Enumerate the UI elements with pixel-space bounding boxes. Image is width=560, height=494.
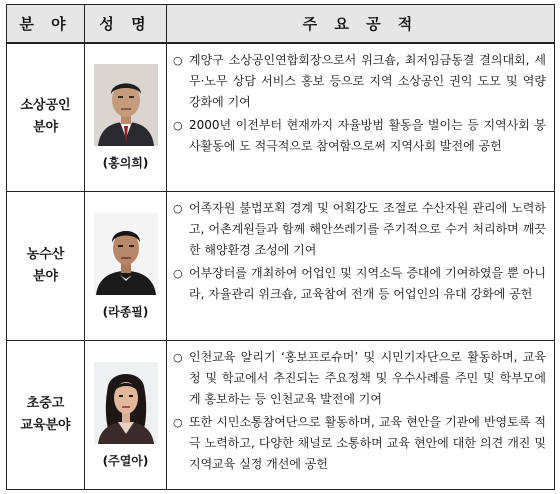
bullet-icon: ○ bbox=[173, 53, 183, 67]
field-label: 초중고 bbox=[26, 396, 65, 411]
list-item bbox=[173, 347, 546, 410]
field-cell bbox=[7, 192, 85, 341]
portrait-photo bbox=[94, 213, 158, 295]
bullet-icon: ○ bbox=[173, 351, 183, 364]
portrait-photo bbox=[94, 362, 158, 444]
field-label: 교육분야 bbox=[20, 418, 71, 433]
list-item bbox=[173, 412, 546, 475]
person-name: (라종필) bbox=[102, 304, 149, 319]
portrait-photo bbox=[94, 64, 158, 146]
list-item bbox=[173, 198, 546, 261]
achievement-text: 계양구 소상공인연합회장으로서 위크숍, 최저임금동결 결의대회, 세무·노무 상담 서비스 홍보 등으로 지역 소상공인 권익 도모 및 역량 강화에 기여 bbox=[189, 52, 546, 109]
bullet-icon: ○ bbox=[173, 267, 183, 280]
field-label: 소상공인 bbox=[20, 98, 71, 114]
person-cell bbox=[85, 192, 167, 341]
person-name: (홍의희) bbox=[102, 155, 149, 170]
list-item bbox=[173, 115, 546, 157]
person-cell bbox=[85, 341, 167, 490]
achievement-text: 인천교육 알리기 ‘홍보프로슈머’ 및 시민기자단으로 활동하며, 교육청 및 학교에서 추진되는 주요정책 및 우수사례를 주민 및 학부모에게 홍보하는 등 인천교육 발전에 기여 bbox=[189, 350, 546, 406]
field-label: 분야 bbox=[32, 269, 59, 284]
bullet-icon: ○ bbox=[173, 118, 183, 132]
list-item bbox=[173, 263, 546, 305]
achievements-cell bbox=[167, 43, 555, 192]
table-row bbox=[7, 43, 555, 192]
list-item bbox=[173, 50, 546, 113]
header-achievements: 주 요 공 적 bbox=[167, 5, 555, 43]
person-name: (주열아) bbox=[102, 453, 149, 468]
person-cell bbox=[85, 43, 167, 192]
table-header-row bbox=[7, 5, 555, 43]
achievement-text: 어부장터를 개최하여 어업인 및 지역소득 증대에 기여하였을 뿐 아니라, 자율관리 위크숍, 교육참여 전개 등 어업인의 유대 강화에 공헌 bbox=[189, 266, 546, 301]
table-row bbox=[7, 192, 555, 341]
award-table bbox=[6, 4, 555, 490]
table-row bbox=[7, 341, 555, 490]
achievements-cell bbox=[167, 192, 555, 341]
field-label: 분야 bbox=[32, 120, 59, 136]
field-cell bbox=[7, 341, 85, 490]
achievement-text: 어족자원 불법포획 경계 및 어획강도 조절로 수산자원 관리에 노력하고, 어촌계원들과 함께 해안쓰레기를 주기적으로 수거 처리하며 깨끗한 해양환경 조성에 기여 bbox=[189, 201, 546, 257]
achievement-text: 2000년 이전부터 현재까지 자율방범 활동을 벌이는 등 지역사회 봉사활동에 도 적극적으로 참여함으로써 지역사회 발전에 공헌 bbox=[189, 117, 546, 153]
bullet-icon: ○ bbox=[173, 202, 183, 215]
field-label: 농수산 bbox=[26, 247, 65, 262]
field-cell bbox=[7, 43, 85, 192]
achievement-text: 또한 시민소통참여단으로 활동하며, 교육 현안을 기관에 반영토록 적극 노력하고, 다양한 채널로 소통하며 교육 현안에 대한 의견 개진 및 지역교육 실정 개선에 공헌 bbox=[189, 415, 546, 471]
header-name: 성 명 bbox=[85, 5, 167, 43]
bullet-icon: ○ bbox=[173, 416, 183, 429]
achievements-cell bbox=[167, 341, 555, 490]
header-field: 분 야 bbox=[7, 5, 85, 43]
